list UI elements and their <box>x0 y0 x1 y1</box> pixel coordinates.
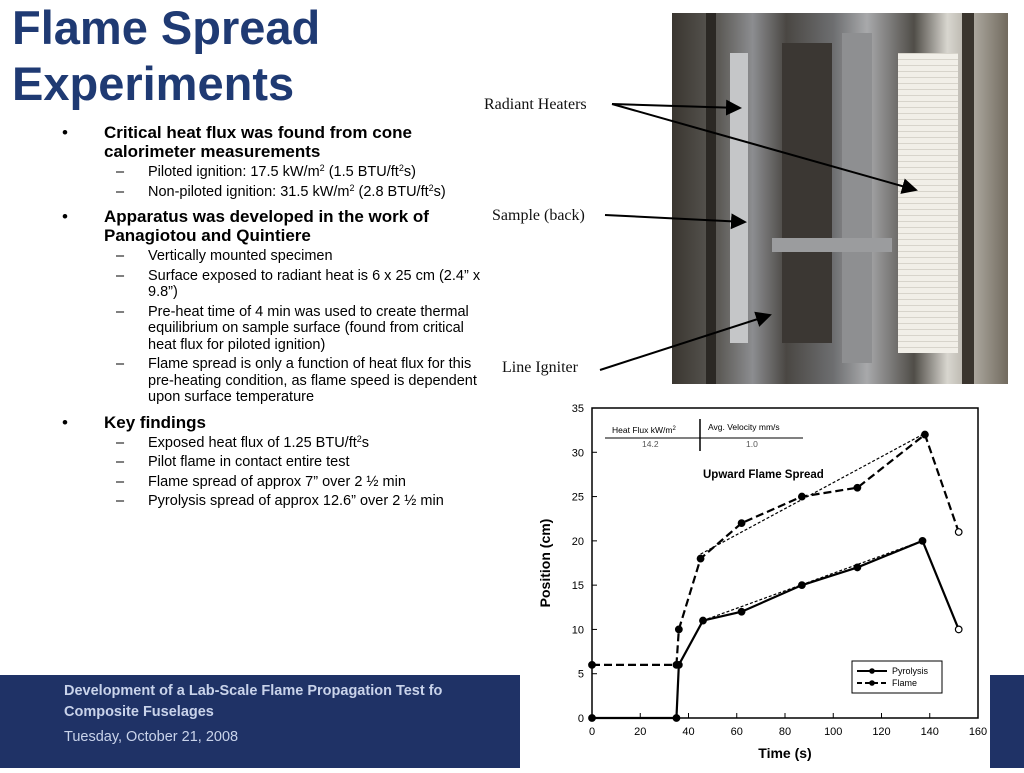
x-tick-label: 40 <box>682 726 695 738</box>
bullet-text: Apparatus was developed in the work of Panagiotou and Quintiere <box>104 207 429 245</box>
callout-line-igniter: Line Igniter <box>502 359 578 376</box>
y-tick-label: 5 <box>577 668 584 681</box>
sub-bullet-text-b: (1.5 BTU/ft <box>324 164 399 180</box>
legend-label-pyrolysis: Pyrolysis <box>892 666 929 676</box>
sub-bullet-marker: – <box>116 248 125 264</box>
bullet-text: Critical heat flux was found from cone calorimeter measurements <box>104 123 412 161</box>
arrow-igniter <box>600 315 770 370</box>
bullet-marker: • <box>62 412 68 432</box>
bullet-text: Key findings <box>104 412 207 432</box>
chart-legend <box>852 661 942 693</box>
y-axis-label: Position (cm) <box>537 518 553 608</box>
sub-bullet-marker: – <box>116 356 125 372</box>
data-point-flame <box>673 662 680 669</box>
sub-bullet-marker: – <box>116 434 125 451</box>
data-point-flame <box>676 626 683 633</box>
data-point-pyrolysis <box>854 564 861 571</box>
sub-bullet-marker: – <box>116 454 125 470</box>
superscript: 2 <box>319 163 325 173</box>
data-point-flame <box>854 484 861 491</box>
superscript: 2 <box>398 163 404 173</box>
x-tick-label: 20 <box>634 726 647 738</box>
sub-bullet-text: Pyrolysis spread of approx 12.6” over 2 ½ min <box>148 493 444 509</box>
sub-bullet-text: Surface exposed to radiant heat is 6 x 25 cm (2.4” x 9.8”) <box>148 267 481 300</box>
y-tick-label: 0 <box>577 713 584 725</box>
flame-spread-chart <box>520 395 990 768</box>
sub-bullet-marker: – <box>116 164 125 180</box>
y-tick-label: 20 <box>571 535 584 548</box>
chart-title: Upward Flame Spread <box>703 469 824 481</box>
chart-svg <box>520 395 990 768</box>
footer-date: Tuesday, October 21, 2008 <box>64 729 239 745</box>
x-tick-label: 80 <box>778 726 792 738</box>
info-table-header-velocity: Avg. Velocity mm/s <box>708 422 780 432</box>
x-axis-label: Time (s) <box>758 745 812 761</box>
sub-bullet-text-a: Non-piloted ignition: 31.5 kW/m <box>148 183 350 200</box>
data-point-flame <box>799 493 806 500</box>
sub-bullet-text: Vertically mounted specimen <box>148 248 333 264</box>
info-table-value-velocity: 1.0 <box>746 439 758 449</box>
legend-marker-pyrolysis <box>869 668 875 674</box>
x-tick-label: 100 <box>824 726 843 738</box>
info-table-header-flux: Heat Flux $kW/m^2$ <box>612 425 676 435</box>
sub-bullet-text-b: s <box>361 434 370 451</box>
data-point-flame <box>738 520 745 527</box>
data-point-pyrolysis <box>700 617 707 624</box>
data-point-pyrolysis <box>738 608 745 615</box>
callout-radiant-heaters: Radiant Heaters <box>484 96 587 113</box>
x-tick-label: 0 <box>588 726 596 738</box>
x-tick-label: 140 <box>920 726 939 738</box>
y-tick-label: 10 <box>571 624 584 637</box>
sub-bullet-text-a: Piloted ignition: 17.5 kW/m <box>148 164 320 180</box>
sub-bullet-marker: – <box>116 267 125 284</box>
sub-bullet-marker: – <box>116 183 125 200</box>
x-tick-label: 160 <box>968 726 988 738</box>
sub-bullet-text: Pilot flame in contact entire test <box>148 454 350 470</box>
superscript: 2 <box>356 433 362 444</box>
legend-marker-flame <box>869 680 875 686</box>
y-tick-label: 35 <box>571 403 584 415</box>
slide-title-line-2: Experiments <box>12 57 295 110</box>
data-point-pyrolysis <box>589 715 596 722</box>
superscript: 2 <box>349 182 355 193</box>
sub-bullet-marker: – <box>116 303 125 320</box>
x-tick-label: 60 <box>730 726 743 738</box>
arrow-heaters-right <box>612 104 916 190</box>
sub-bullet-text-b: (2.8 BTU/ft <box>354 183 429 200</box>
info-table-value-flux: 14.2 <box>642 439 659 449</box>
data-point-pyrolysis <box>673 715 680 722</box>
bullet-marker: • <box>62 123 68 142</box>
arrow-heaters-left <box>612 104 740 108</box>
sub-bullet-marker: – <box>116 493 125 509</box>
data-point-flame <box>697 555 704 562</box>
footer-title-line-1: Development of a Lab-Scale Flame Propagation Test fo <box>64 683 443 699</box>
sub-bullet-text: Pre-heat time of 4 min was used to create thermal equilibrium on sample surface (found from critical heat flux for piloted ignition) <box>148 303 469 353</box>
arrow-sample <box>605 215 745 222</box>
y-tick-label: 30 <box>571 447 584 460</box>
footer-title-line-2: Composite Fuselages <box>64 704 214 720</box>
data-point-pyrolysis <box>955 626 962 633</box>
legend-label-flame: Flame <box>892 678 918 688</box>
data-point-flame <box>922 431 929 438</box>
y-tick-label: 15 <box>571 580 584 593</box>
data-point-flame <box>589 662 596 669</box>
sub-bullet-text-c: s) <box>403 164 416 180</box>
x-tick-label: 120 <box>872 726 891 738</box>
sub-bullet-text: Flame spread is only a function of heat flux for this pre-heating condition, as flame speed is dependent upon surface temperature <box>148 356 477 405</box>
bullet-marker: • <box>62 207 68 226</box>
sub-bullet-text-c: s) <box>433 183 446 200</box>
y-tick-label: 25 <box>571 491 584 504</box>
callout-sample-back: Sample (back) <box>492 207 585 224</box>
sub-bullet-text-a: Exposed heat flux of 1.25 BTU/ft <box>148 434 357 451</box>
data-point-flame <box>955 529 962 536</box>
sub-bullet-marker: – <box>116 473 125 490</box>
sub-bullet-text: Flame spread of approx 7” over 2 ½ min <box>148 473 406 490</box>
slide-title-line-1: Flame Spread <box>12 1 321 54</box>
data-point-pyrolysis <box>919 538 926 545</box>
data-point-pyrolysis <box>799 582 806 589</box>
superscript: 2 <box>428 182 434 193</box>
